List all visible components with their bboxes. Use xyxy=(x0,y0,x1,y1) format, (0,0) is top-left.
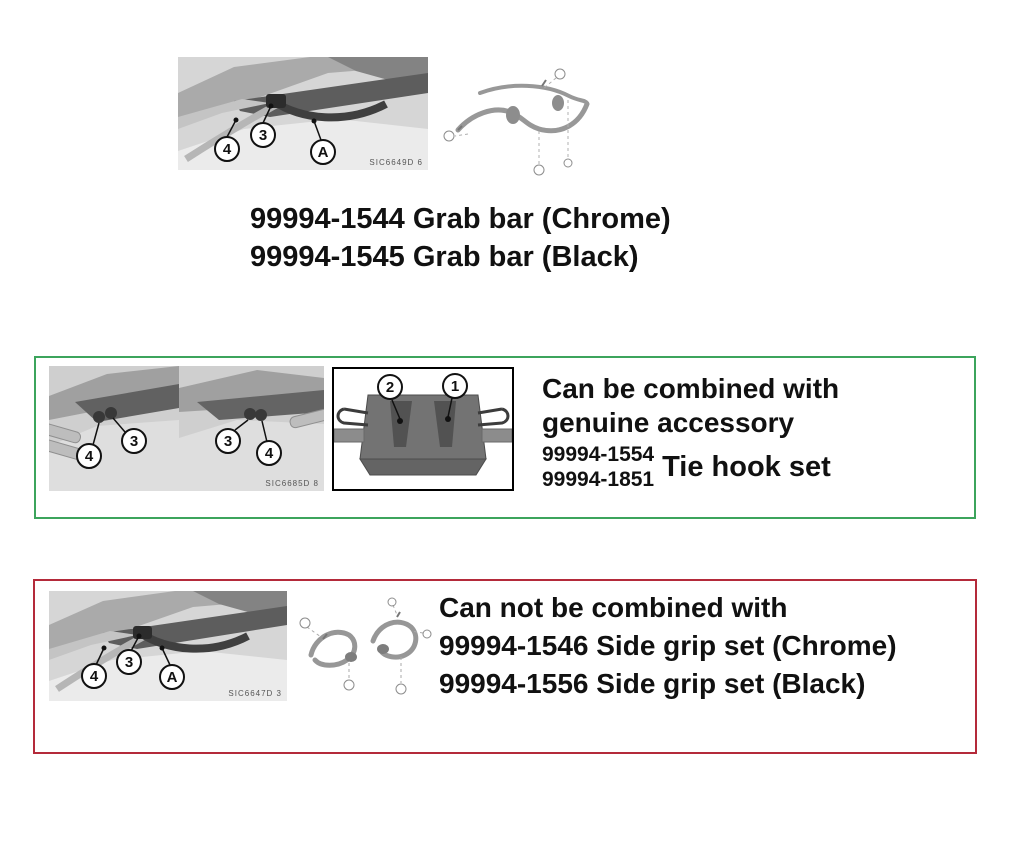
side-grip-line-drawing xyxy=(297,597,432,702)
incompatible-box xyxy=(33,579,977,754)
callout-3: 3 xyxy=(215,428,241,454)
compatible-heading xyxy=(542,372,839,440)
incompatible-part-line-chrome: 99994-1546 Side grip set (Chrome) xyxy=(439,630,897,661)
part-number: 99994-1851 xyxy=(542,468,655,491)
grab-bar-line-drawing xyxy=(438,58,600,180)
compatible-part-row xyxy=(542,442,831,492)
product-title-line-black: 99994-1545 Grab bar (Black) xyxy=(250,241,639,273)
callout-4: 4 xyxy=(256,440,282,466)
tie-hook-installed-photo-right xyxy=(179,366,324,491)
compatible-part-numbers xyxy=(542,442,654,492)
callout-2: 2 xyxy=(377,374,403,400)
compatible-box xyxy=(34,356,976,519)
callout-3: 3 xyxy=(116,649,142,675)
tie-hook-part-diagram xyxy=(332,367,514,491)
tie-hook-diagram-art xyxy=(334,369,512,489)
incompatible-heading: Can not be combined with xyxy=(439,592,788,623)
compatible-heading-line2: genuine accessory xyxy=(542,407,795,438)
incompatible-text xyxy=(439,589,897,703)
grab-bar-installed-photo xyxy=(178,57,428,170)
tie-hook-photo-right-art xyxy=(179,366,324,491)
callout-3: 3 xyxy=(250,122,276,148)
callout-a: A xyxy=(310,139,336,165)
photo-watermark: SIC6647D 3 xyxy=(228,689,282,698)
side-grip-installed-photo xyxy=(49,591,287,701)
callout-1: 1 xyxy=(442,373,468,399)
photo-watermark: SIC6685D 8 xyxy=(265,479,319,488)
tie-hook-installed-photo-left xyxy=(49,366,179,491)
callout-a: A xyxy=(159,664,185,690)
photo-watermark: SIC6649D 6 xyxy=(369,158,423,167)
incompatible-part-line-black: 99994-1556 Side grip set (Black) xyxy=(439,668,866,699)
callout-3: 3 xyxy=(121,428,147,454)
callout-4: 4 xyxy=(214,136,240,162)
part-number: 99994-1554 xyxy=(542,443,655,466)
tie-hook-photo-left-art xyxy=(49,366,179,491)
grab-bar-drawing-art xyxy=(438,58,600,180)
callout-4: 4 xyxy=(81,663,107,689)
compatible-heading-line1: Can be combined with xyxy=(542,373,840,404)
side-grip-drawing-art xyxy=(297,597,432,702)
product-title-line-chrome: 99994-1544 Grab bar (Chrome) xyxy=(250,203,671,235)
compatible-part-name: Tie hook set xyxy=(662,450,831,483)
callout-4: 4 xyxy=(76,443,102,469)
product-title xyxy=(250,200,671,276)
